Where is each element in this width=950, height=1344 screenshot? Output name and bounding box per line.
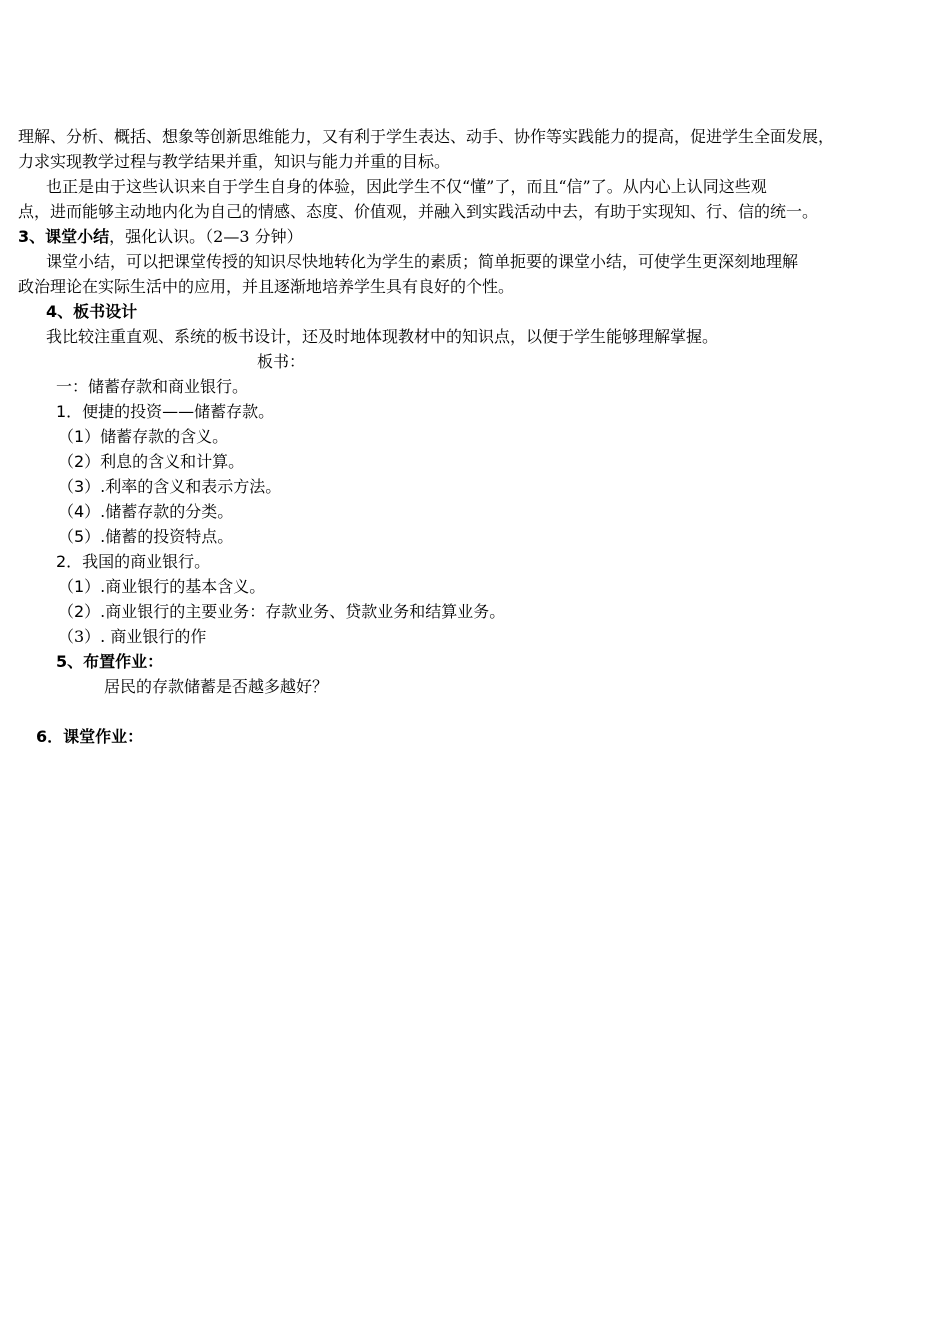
- board-label: 板书：: [257, 352, 306, 371]
- outline-item: （3）.利率的含义和表示方法。: [58, 477, 282, 496]
- section-5-heading: 5、布置作业：: [56, 652, 164, 671]
- section-3-heading: 3、课堂小结: [18, 227, 110, 246]
- section-3-line: [18, 227, 303, 247]
- outline-item: （3）. 商业银行的作: [58, 627, 207, 646]
- paragraph-line: 政治理论在实际生活中的应用，并且逐渐地培养学生具有良好的个性。: [18, 277, 515, 296]
- section-6-heading: 6．课堂作业：: [36, 727, 144, 746]
- outline-item: （2）.商业银行的主要业务：存款业务、贷款业务和结算业务。: [58, 602, 506, 621]
- homework-question: 居民的存款储蓄是否越多越好？: [104, 677, 329, 696]
- outline-item: （2）利息的含义和计算。: [58, 452, 245, 471]
- outline-item: 1．便捷的投资——储蓄存款。: [56, 402, 275, 421]
- paragraph-line: 我比较注重直观、系统的板书设计，还及时地体现教材中的知识点，以便于学生能够理解掌握。: [46, 327, 719, 346]
- section-4-heading: 4、板书设计: [46, 302, 138, 321]
- outline-item: （1）储蓄存款的含义。: [58, 427, 229, 446]
- paragraph-line: 课堂小结，可以把课堂传授的知识尽快地转化为学生的素质；简单扼要的课堂小结，可使学生更深刻地理解: [46, 252, 799, 271]
- paragraph-line: 也正是由于这些认识来自于学生自身的体验，因此学生不仅“懂”了，而且“信”了。从内心上认同这些观: [46, 177, 767, 196]
- paragraph-line: 力求实现教学过程与教学结果并重，知识与能力并重的目标。: [18, 152, 451, 171]
- outline-item: （5）.储蓄的投资特点。: [58, 527, 234, 546]
- section-3-tail: ，强化认识。（2—3 分钟）: [109, 227, 303, 246]
- outline-item: （4）.储蓄存款的分类。: [58, 502, 234, 521]
- paragraph-line: 理解、分析、概括、想象等创新思维能力，又有利于学生表达、动手、协作等实践能力的提高，促进学生全面发展，: [18, 127, 835, 146]
- outline-item: 2．我国的商业银行。: [56, 552, 211, 571]
- outline-item: 一：储蓄存款和商业银行。: [56, 377, 249, 396]
- paragraph-line: 点，进而能够主动地内化为自己的情感、态度、价值观，并融入到实践活动中去，有助于实现知、行、信的统一。: [18, 202, 819, 221]
- outline-item: （1）.商业银行的基本含义。: [58, 577, 266, 596]
